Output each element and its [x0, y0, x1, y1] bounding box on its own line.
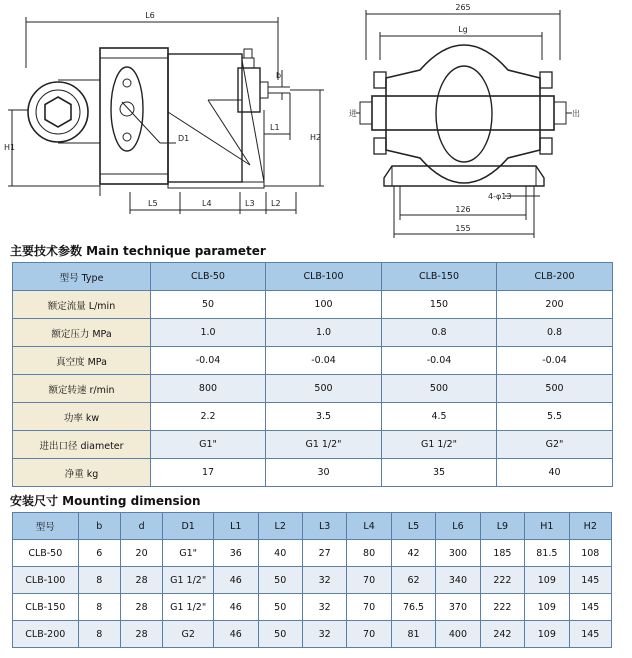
dim-label-H2: H2 — [310, 133, 322, 142]
table-cell: 28 — [120, 621, 162, 648]
table-cell: 46 — [214, 621, 258, 648]
table-cell: 340 — [436, 567, 480, 594]
table-cell: 30 — [266, 459, 382, 487]
table-cell: CLB-150 — [13, 594, 79, 621]
dim-label-L3: L3 — [245, 199, 255, 208]
table-cell: G2" — [497, 431, 613, 459]
table-cell: CLB-200 — [13, 621, 79, 648]
table-cell: 62 — [391, 567, 435, 594]
table-cell: 32 — [302, 621, 346, 648]
dim-label-265: 265 — [455, 3, 471, 12]
mount-col-header: L6 — [436, 513, 480, 540]
table-cell: 109 — [525, 621, 569, 648]
table-cell: 3.5 — [266, 403, 382, 431]
table-row — [13, 375, 613, 403]
table-cell: 8 — [78, 621, 120, 648]
table-cell: 145 — [569, 594, 611, 621]
tech-col-header: CLB-150 — [382, 263, 497, 291]
table-cell: 70 — [347, 621, 391, 648]
table-cell: G1" — [151, 431, 266, 459]
tech-parameter-table — [12, 262, 613, 487]
mount-col-header: L5 — [391, 513, 435, 540]
table-cell: G1 1/2" — [163, 567, 214, 594]
mount-col-header: 型号 — [13, 513, 79, 540]
table-cell: 42 — [391, 540, 435, 567]
table-cell: 32 — [302, 594, 346, 621]
dim-label-hole: 4-φ13 — [488, 192, 512, 201]
table-cell: G1 1/2" — [163, 594, 214, 621]
table-cell: 28 — [120, 567, 162, 594]
table-cell: 28 — [120, 594, 162, 621]
row-label: 额定转速 r/min — [13, 375, 151, 403]
row-label: 真空度 MPa — [13, 347, 151, 375]
table-cell: 50 — [151, 291, 266, 319]
tech-section-title: 主要技术参数 Main technique parameter — [10, 244, 266, 258]
table-cell: 222 — [480, 594, 524, 621]
table-row — [13, 540, 612, 567]
table-cell: 20 — [120, 540, 162, 567]
dim-label-126: 126 — [455, 205, 471, 214]
table-cell: -0.04 — [382, 347, 497, 375]
row-label: 额定流量 L/min — [13, 291, 151, 319]
table-cell: 40 — [258, 540, 302, 567]
table-cell: 17 — [151, 459, 266, 487]
table-cell: 8 — [78, 594, 120, 621]
table-cell: 242 — [480, 621, 524, 648]
mount-section-title: 安装尺寸 Mounting dimension — [10, 494, 201, 508]
dim-label-H1: H1 — [4, 143, 16, 152]
table-cell: 50 — [258, 567, 302, 594]
table-cell: 109 — [525, 567, 569, 594]
table-cell: 200 — [497, 291, 613, 319]
inlet-label: 进 — [349, 109, 357, 118]
table-row — [13, 431, 613, 459]
tech-header-row — [13, 263, 613, 291]
table-cell: 36 — [214, 540, 258, 567]
table-cell: 185 — [480, 540, 524, 567]
table-cell: 81.5 — [525, 540, 569, 567]
table-cell: -0.04 — [497, 347, 613, 375]
mount-col-header: d — [120, 513, 162, 540]
table-cell: 109 — [525, 594, 569, 621]
table-cell: 500 — [497, 375, 613, 403]
table-cell: 81 — [391, 621, 435, 648]
table-cell: CLB-100 — [13, 567, 79, 594]
row-label: 功率 kw — [13, 403, 151, 431]
table-row — [13, 403, 613, 431]
table-row — [13, 347, 613, 375]
table-cell: 100 — [266, 291, 382, 319]
table-row — [13, 567, 612, 594]
table-cell: 400 — [436, 621, 480, 648]
table-cell: G1 1/2" — [382, 431, 497, 459]
mount-col-header: b — [78, 513, 120, 540]
table-cell: 35 — [382, 459, 497, 487]
table-cell: 145 — [569, 621, 611, 648]
row-label: 进出口径 diameter — [13, 431, 151, 459]
table-cell: 70 — [347, 567, 391, 594]
table-cell: 70 — [347, 594, 391, 621]
dim-label-L6: L6 — [145, 11, 155, 20]
table-row — [13, 594, 612, 621]
table-cell: 500 — [382, 375, 497, 403]
table-cell: G1" — [163, 540, 214, 567]
table-row — [13, 319, 613, 347]
table-cell: 1.0 — [266, 319, 382, 347]
mounting-dimension-table — [12, 512, 612, 648]
table-cell: 50 — [258, 621, 302, 648]
table-cell: 27 — [302, 540, 346, 567]
table-cell: 800 — [151, 375, 266, 403]
dim-label-b: b — [276, 71, 282, 80]
mount-col-header: L9 — [480, 513, 524, 540]
tech-col-header: CLB-50 — [151, 263, 266, 291]
table-cell: 500 — [266, 375, 382, 403]
table-cell: 32 — [302, 567, 346, 594]
mount-col-header: H1 — [525, 513, 569, 540]
mount-col-header: D1 — [163, 513, 214, 540]
table-cell: 46 — [214, 594, 258, 621]
table-cell: 6 — [78, 540, 120, 567]
row-label: 净重 kg — [13, 459, 151, 487]
table-cell: 40 — [497, 459, 613, 487]
table-cell: 300 — [436, 540, 480, 567]
dim-label-L2: L2 — [271, 199, 281, 208]
table-cell: -0.04 — [151, 347, 266, 375]
outlet-label: 出 — [572, 109, 580, 118]
table-cell: 4.5 — [382, 403, 497, 431]
dim-label-L4: L4 — [202, 199, 212, 208]
technical-drawing — [0, 0, 632, 238]
row-label: 额定压力 MPa — [13, 319, 151, 347]
dim-label-Lg: Lg — [458, 25, 468, 34]
table-cell: 80 — [347, 540, 391, 567]
table-cell: 108 — [569, 540, 611, 567]
mount-col-header: L3 — [302, 513, 346, 540]
dim-label-L1: L1 — [270, 123, 280, 132]
table-cell: 76.5 — [391, 594, 435, 621]
table-cell: 1.0 — [151, 319, 266, 347]
tech-col-header: CLB-100 — [266, 263, 382, 291]
table-cell: 2.2 — [151, 403, 266, 431]
mount-col-header: L4 — [347, 513, 391, 540]
table-cell: 0.8 — [497, 319, 613, 347]
table-cell: 50 — [258, 594, 302, 621]
table-cell: -0.04 — [266, 347, 382, 375]
table-cell: CLB-50 — [13, 540, 79, 567]
mount-header-row — [13, 513, 612, 540]
table-cell: G1 1/2" — [266, 431, 382, 459]
table-cell: 145 — [569, 567, 611, 594]
dim-label-L5: L5 — [148, 199, 158, 208]
tech-col-header: CLB-200 — [497, 263, 613, 291]
table-cell: 222 — [480, 567, 524, 594]
table-cell: 8 — [78, 567, 120, 594]
dim-label-D1: D1 — [178, 134, 190, 143]
table-cell: 150 — [382, 291, 497, 319]
table-cell: G2 — [163, 621, 214, 648]
table-cell: 5.5 — [497, 403, 613, 431]
mount-col-header: L1 — [214, 513, 258, 540]
mount-col-header: H2 — [569, 513, 611, 540]
table-cell: 370 — [436, 594, 480, 621]
mount-col-header: L2 — [258, 513, 302, 540]
table-row — [13, 291, 613, 319]
table-row — [13, 459, 613, 487]
table-row — [13, 621, 612, 648]
table-cell: 0.8 — [382, 319, 497, 347]
table-cell: 46 — [214, 567, 258, 594]
tech-col-header: 型号 Type — [13, 263, 151, 291]
dim-label-155: 155 — [455, 224, 471, 233]
